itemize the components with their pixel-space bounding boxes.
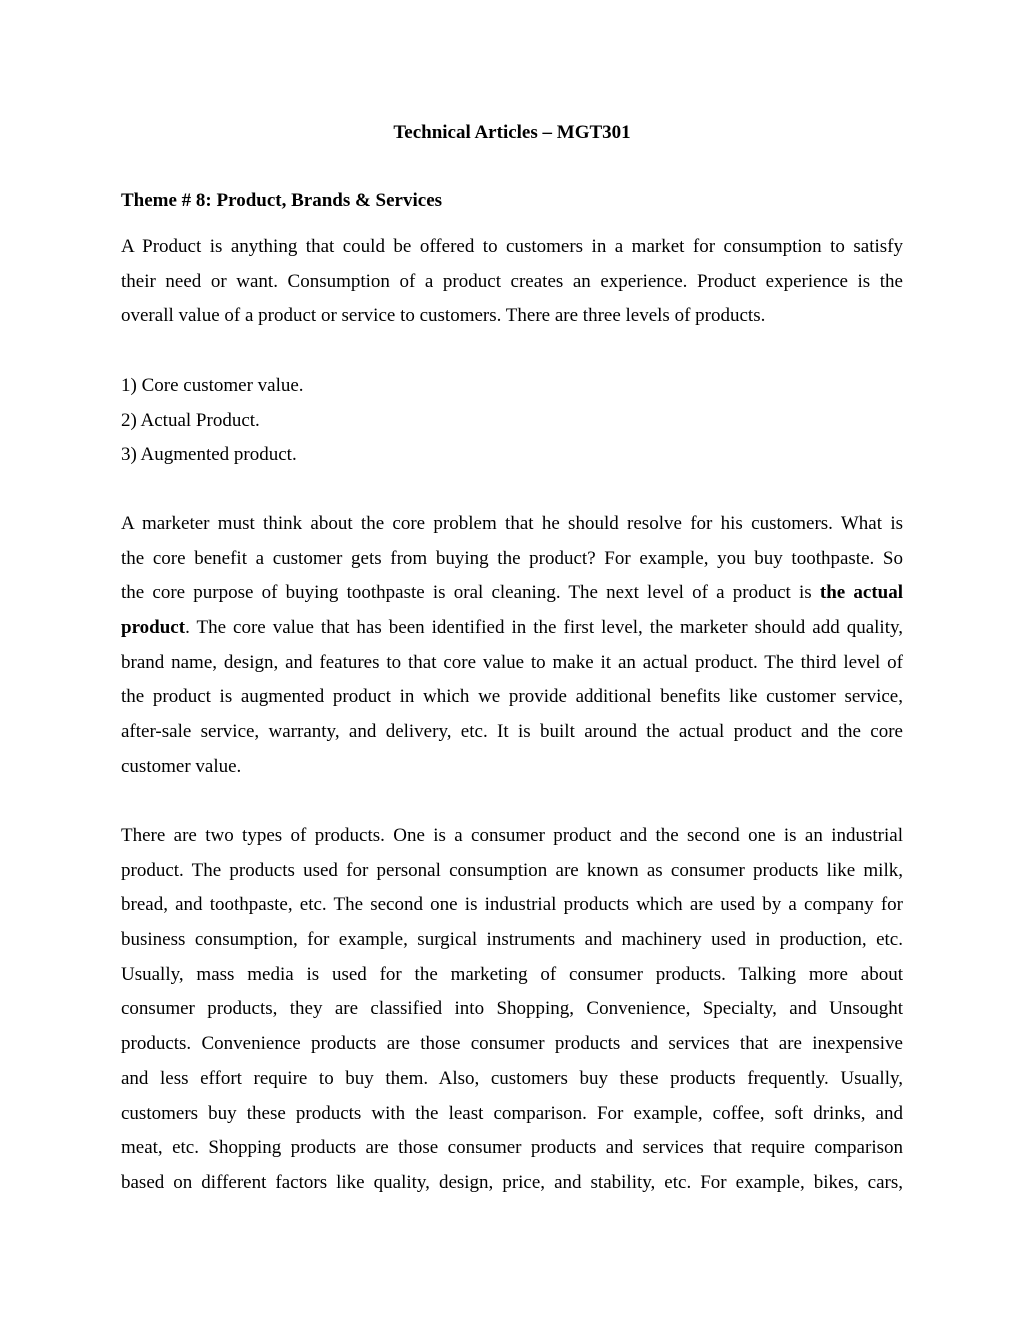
paragraph-line: There are two types of products. One is a consumer product and the second one is an industrial [121,825,903,846]
paragraph-line: and less effort require to buy them. Also, customers buy these products frequently. Usually, [121,1067,903,1089]
paragraph-product-definition [121,230,903,334]
paragraph-line: brand name, design, and features to that core value to make it an actual product. The third level of [121,651,903,673]
list-item: 1) Core customer value. [121,375,304,396]
paragraph-line: after-sale service, warranty, and delivery, etc. It is built around the actual product and the core [121,721,903,743]
paragraph-text: the core purpose of buying toothpaste is oral cleaning. The next level of a product is [121,582,820,604]
paragraph-line: business consumption, for example, surgical instruments and machinery used in production, etc. [121,929,903,951]
document-title: Technical Articles – MGT301 [393,122,631,143]
paragraph-line [121,576,903,611]
paragraph-line: based on different factors like quality, design, price, and stability, etc. For example, bikes, cars, [121,1171,903,1193]
product-levels-list [121,369,903,473]
paragraph-line: A Product is anything that could be offered to customers in a market for consumption to satisfy [121,236,903,257]
paragraph-product-types [121,819,903,1201]
paragraph-text: . The core value that has been identified in the first level, the marketer should add quality, [185,617,903,639]
paragraph-line: consumer products, they are classified into Shopping, Convenience, Specialty, and Unsought [121,998,903,1020]
paragraph-line [121,611,903,646]
paragraph-line: the core benefit a customer gets from buying the product? For example, you buy toothpaste. So [121,547,903,569]
paragraph-line: A marketer must think about the core problem that he should resolve for his customers. What is [121,513,903,534]
paragraph-line: their need or want. Consumption of a product creates an experience. Product experience is the [121,270,903,292]
paragraph-line: product. The products used for personal consumption are known as consumer products like milk, [121,859,903,881]
paragraph-line: overall value of a product or service to customers. There are three levels of products. [121,305,766,327]
list-item: 3) Augmented product. [121,444,297,466]
paragraph-product-levels [121,507,903,785]
paragraph-line: the product is augmented product in which we provide additional benefits like customer service, [121,686,903,708]
list-item: 2) Actual Product. [121,409,260,431]
paragraph-line: meat, etc. Shopping products are those consumer products and services that require comparison [121,1137,903,1159]
paragraph-line: Usually, mass media is used for the marketing of consumer products. Talking more about [121,963,903,985]
paragraph-line: products. Convenience products are those consumer products and services that are inexpensive [121,1033,903,1055]
theme-heading: Theme # 8: Product, Brands & Services [121,190,443,211]
bold-term: the actual [819,582,903,604]
bold-term: product [121,617,186,639]
paragraph-line: customers buy these products with the least comparison. For example, coffee, soft drinks, and [121,1102,903,1124]
paragraph-line: bread, and toothpaste, etc. The second one is industrial products which are used by a company for [121,894,903,916]
paragraph-line: customer value. [121,755,242,777]
